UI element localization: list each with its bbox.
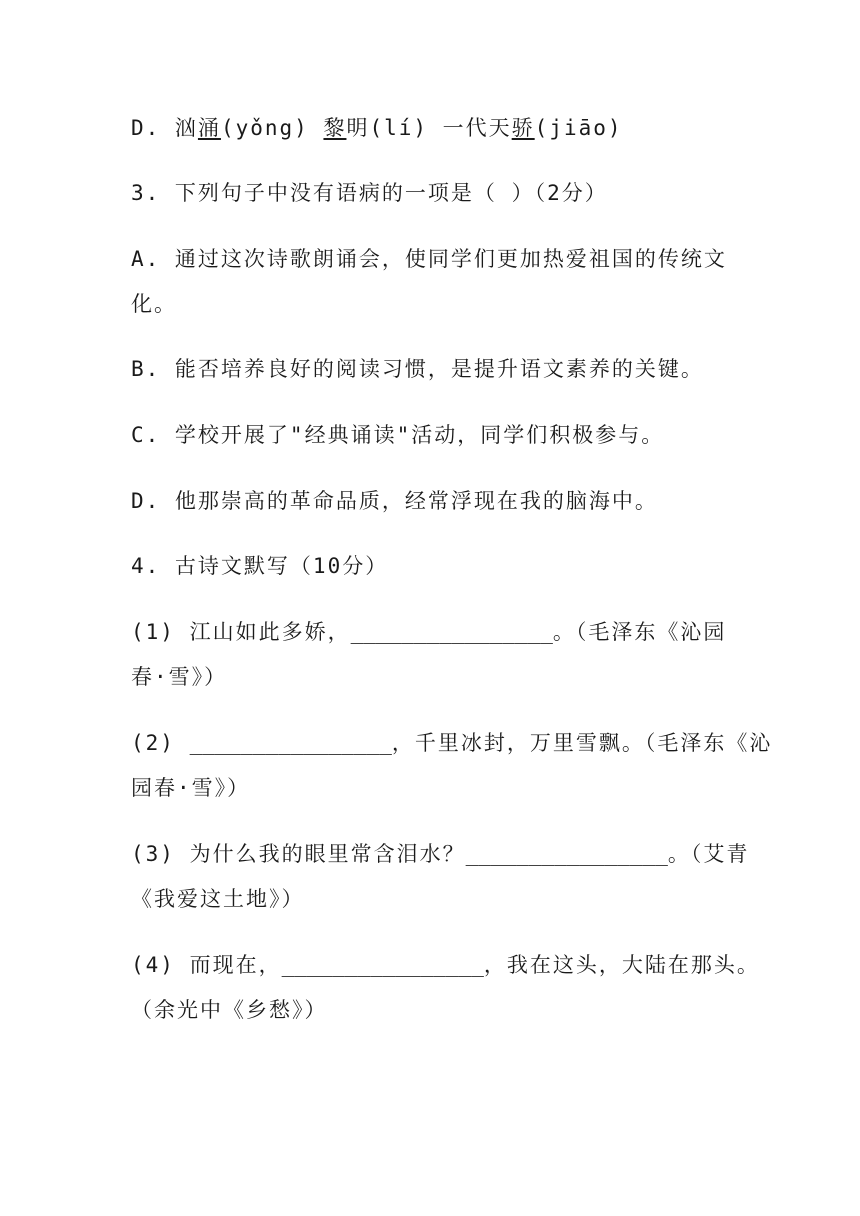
q4-item-4-cont: （余光中《乡愁》） <box>131 998 328 1022</box>
q4-item-1-cont: 春·雪》） <box>131 665 228 689</box>
underlined-char: 涌 <box>197 116 221 140</box>
answer-blank[interactable]: ________________ <box>281 953 484 977</box>
item-text: ，我在这头，大陆在那头。 <box>483 953 760 977</box>
answer-blank[interactable]: ________________ <box>350 620 553 644</box>
underlined-char: 骄 <box>511 116 535 140</box>
q4-item-3 <box>131 840 749 868</box>
option-text: 明(lí) 一代天 <box>346 116 512 140</box>
option-text: D. 汹 <box>131 116 198 140</box>
item-text: 。（毛泽东《沁园 <box>552 620 727 644</box>
q3-option-b: B. 能否培养良好的阅读习惯，是提升语文素养的关键。 <box>131 357 704 381</box>
q3-option-a-cont: 化。 <box>131 292 177 316</box>
item-text: (1) 江山如此多娇， <box>131 620 351 644</box>
q3-option-a: A. 通过这次诗歌朗诵会，使同学们更加热爱祖国的传统文 <box>131 247 727 271</box>
q4-item-4 <box>131 951 760 979</box>
item-text: (3) 为什么我的眼里常含泪水？ <box>131 842 466 866</box>
q4-item-2 <box>131 729 772 757</box>
q2-option-d <box>131 114 623 142</box>
q4-item-1 <box>131 618 726 646</box>
underlined-char: 黎 <box>323 116 347 140</box>
q3-stem: 3. 下列句子中没有语病的一项是（ ）（2分） <box>131 181 608 205</box>
answer-blank[interactable]: ________________ <box>189 731 392 755</box>
option-text: (yǒng) <box>220 116 324 140</box>
q3-option-c: C. 学校开展了"经典诵读"活动，同学们积极参与。 <box>131 423 665 447</box>
q4-item-2-cont: 园春·雪》） <box>131 776 251 800</box>
answer-blank[interactable]: ________________ <box>465 842 668 866</box>
item-text: 。（艾青 <box>667 842 750 866</box>
q3-option-d: D. 他那崇高的革命品质，经常浮现在我的脑海中。 <box>131 489 658 513</box>
q4-item-3-cont: 《我爱这土地》） <box>131 887 305 911</box>
item-text: (2) <box>131 731 190 755</box>
item-text: ，千里冰封，万里雪飘。（毛泽东《沁 <box>391 731 773 755</box>
option-text: (jiāo) <box>534 116 623 140</box>
item-text: (4) 而现在， <box>131 953 282 977</box>
q4-stem: 4. 古诗文默写（10分） <box>131 554 389 578</box>
